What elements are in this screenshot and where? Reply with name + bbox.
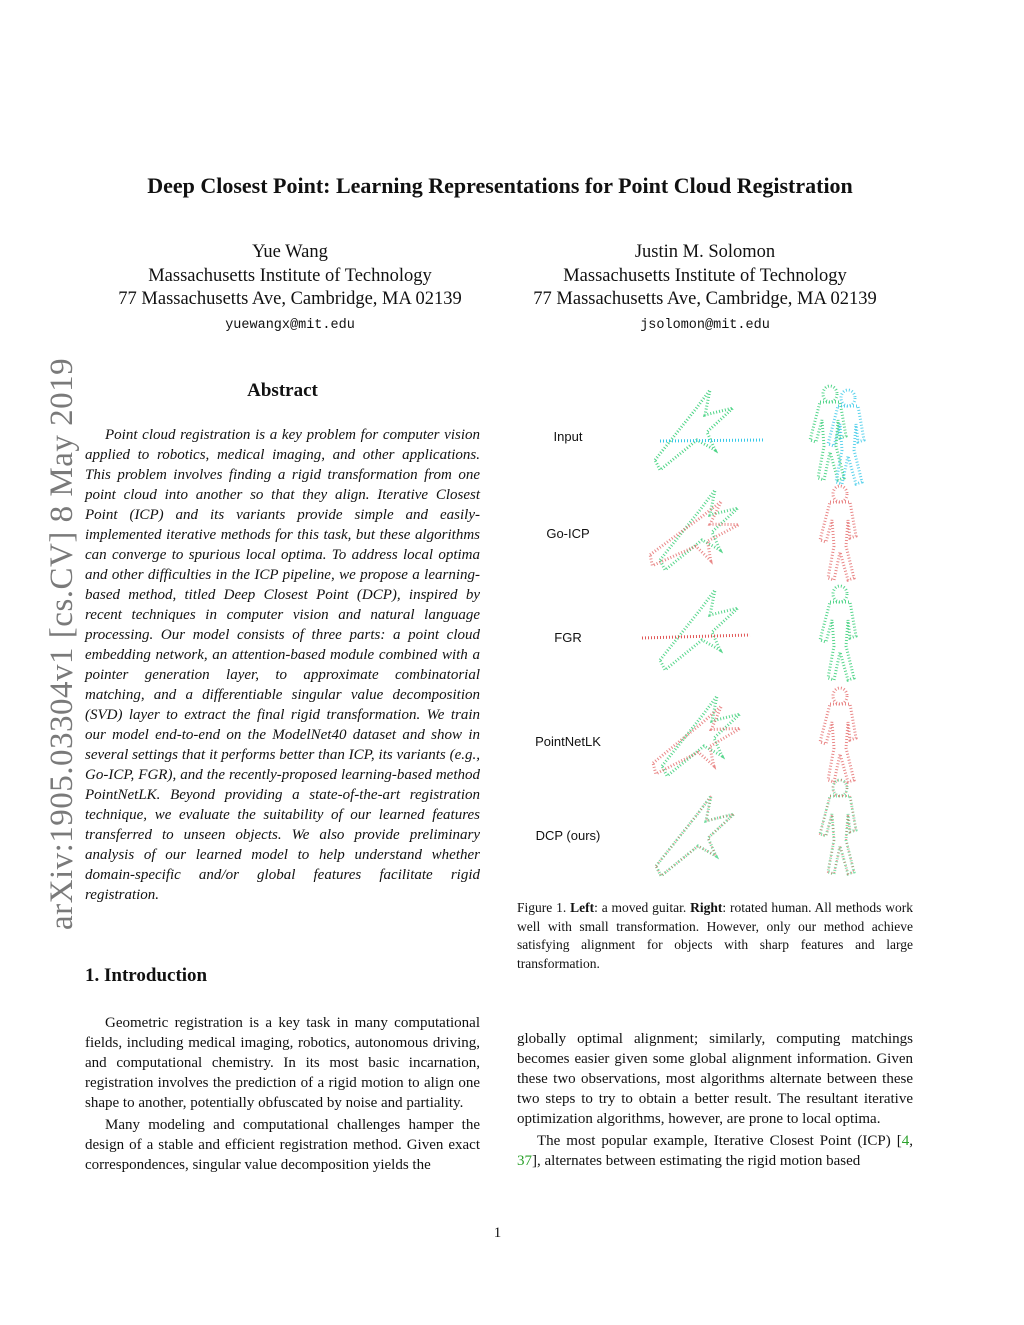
human-fgr — [820, 586, 856, 680]
citation-link-37[interactable]: 37 — [517, 1153, 532, 1169]
human-dcp — [820, 780, 856, 874]
figure-row-label-pointnetlk: PointNetLK — [535, 734, 601, 749]
right-paragraph-2-end: , alternates between estimating the rigid motion based — [537, 1153, 861, 1169]
author-address: 77 Massachusetts Ave, Cambridge, MA 02139 — [533, 289, 877, 309]
figure-row-label-dcp: DCP (ours) — [535, 828, 601, 843]
author-affiliation: Massachusetts Institute of Technology — [563, 265, 847, 286]
citation-open-bracket: [ — [896, 1133, 902, 1149]
citation-link-4[interactable]: 4 — [901, 1133, 910, 1149]
figure-row-label-fgr: FGR — [554, 630, 582, 645]
page-number: 1 — [493, 1225, 502, 1241]
author-name: Yue Wang — [252, 242, 328, 262]
guitar-dcp — [656, 796, 734, 876]
author-email[interactable]: yuewangx@mit.edu — [225, 317, 355, 333]
guitar-input — [655, 390, 765, 470]
intro-paragraph-2: Many modeling and computational challenges hamper the design of a stable and efficient registration method. Given exact correspondences, singular value decomposition yields the — [85, 1117, 480, 1173]
figure-row-label-input: Input — [553, 429, 583, 444]
abstract-text: Point cloud registration is a key problem for computer vision applied to robotics, medical imaging, and other applications. This problem involves finding a rigid transformation from one point cloud into another so that they align. Iterative Closest Point (ICP) and its variants provide simple and easily-implemented iterative methods for this task, but these algorithms can converge to spurious local optima. To address local optima and other difficulties in the ICP pipeline, we propose a learning-based method, titled Deep Closest Point (DCP), inspired by recent techniques in computer vision and natural language processing. Our model consists of three parts: a point cloud embedding network, an attention-based module combined with a pointer generation layer, to approximate combinatorial matching, and a differentiable singular value decomposition (SVD) layer to extract the final rigid transformation. We train our model end-to-end on the ModelNet40 dataset and show in several settings that it performs better than ICP, its variants (e.g., Go-ICP, FGR), and the recently-proposed learning-based method PointNetLK. Beyond providing a state-of-the-art registration technique, we evaluate the suitability of our learned features transferred to unseen objects. We also provide preliminary analysis of our learned model to help understand whether domain-specific and/or global features facilitate rigid registration. — [85, 427, 480, 903]
caption-left-label: Left — [570, 900, 595, 915]
caption-right-text: : rotated human. All methods work well with small transformation. However, only our method achieve satisfying alignment for objects with sharp features and large transformation. — [517, 900, 914, 971]
author-block-2 — [495, 241, 915, 337]
citation-close-bracket: ] — [532, 1153, 537, 1169]
arxiv-sidebar — [14, 350, 80, 950]
right-column-text — [517, 1029, 913, 1173]
citation-separator: , — [909, 1133, 913, 1149]
author-address: 77 Massachusetts Ave, Cambridge, MA 02139 — [118, 289, 462, 309]
figure-row-label-go-icp: Go-ICP — [546, 526, 590, 541]
human-pointnetlk — [820, 688, 856, 782]
abstract-heading: Abstract — [247, 380, 318, 401]
caption-right-label: Right — [690, 900, 723, 915]
right-paragraph-2-start: The most popular example, Iterative Closest Point (ICP) — [537, 1133, 897, 1149]
section-heading-introduction: 1. Introduction — [85, 965, 208, 986]
caption-prefix: Figure 1. — [517, 900, 571, 915]
human-go-icp — [820, 486, 856, 580]
guitar-fgr — [642, 590, 750, 670]
right-paragraph-1: globally optimal alignment; similarly, computing matchings becomes easier given some global alignment information. Given these two observations, most algorithms alternate between these two steps to try to obtain a better result. The resultant iterative optimization algorithms, however, are prone to local optima. — [517, 1031, 913, 1127]
author-email[interactable]: jsolomon@mit.edu — [640, 317, 770, 333]
intro-column — [85, 1013, 480, 1177]
author-block-1 — [80, 241, 500, 337]
guitar-go-icp — [648, 487, 744, 584]
paper-title: Deep Closest Point: Learning Representations for Point Cloud Registration — [147, 173, 853, 198]
right-paragraph-2 — [517, 1131, 913, 1171]
caption-left-text: : a moved guitar. — [594, 900, 691, 915]
arxiv-identifier: arXiv:1905.03304v1 [cs.CV] 8 May 2019 — [44, 357, 80, 930]
guitar-pointnetlk — [651, 695, 744, 789]
point-cloud-figure — [620, 378, 920, 883]
author-name: Justin M. Solomon — [634, 242, 776, 262]
figure-caption — [517, 899, 913, 973]
human-input — [810, 386, 864, 484]
author-affiliation: Massachusetts Institute of Technology — [148, 265, 432, 286]
intro-paragraph-1: Geometric registration is a key task in many computational fields, including medical imaging, robotics, autonomous driving, and computational chemistry. In its most basic incarnation, registration involves the prediction of a rigid motion to align one shape to another, potentially obfuscated by noise and partiality. — [85, 1015, 480, 1111]
